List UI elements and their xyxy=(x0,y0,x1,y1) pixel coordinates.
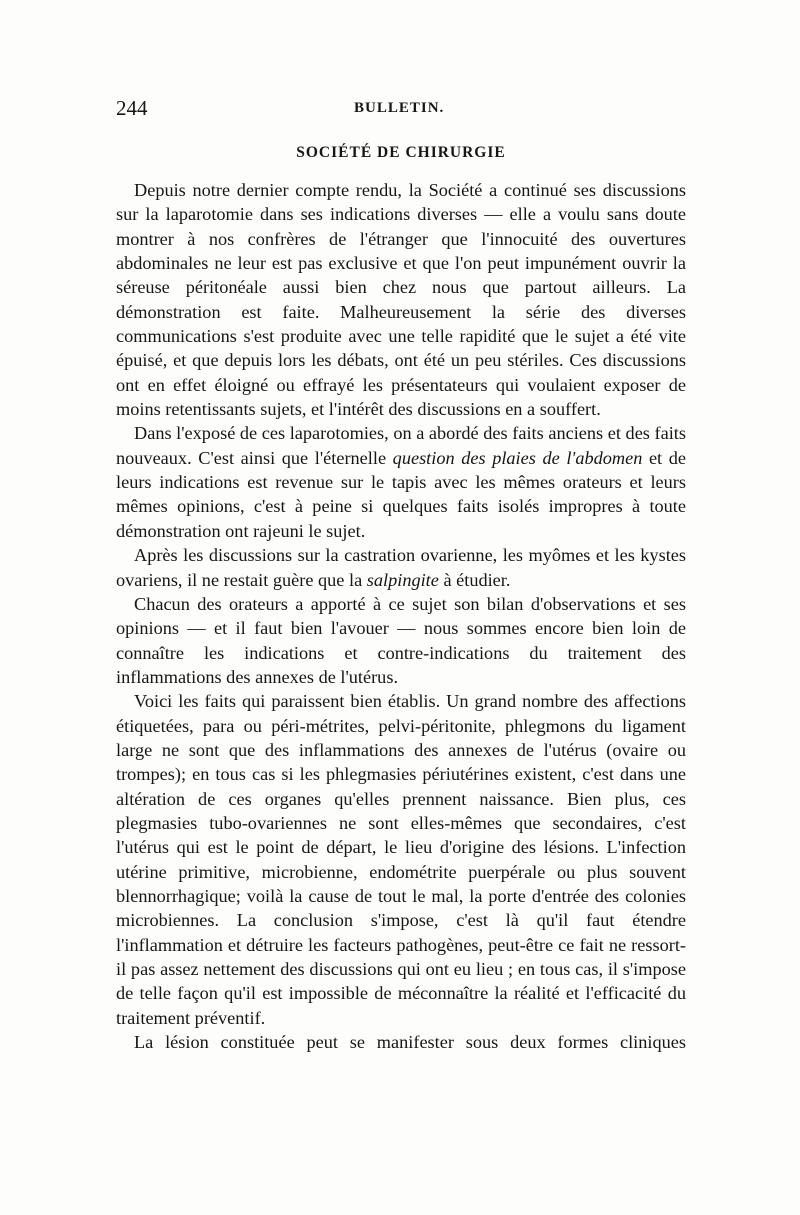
paragraph-5: Voici les faits qui paraissent bien établis. Un grand nombre des affections étiquetées, para ou péri-métrites, pelvi-péritonite, phlegmons du ligament large ne sont que des inflammations des annexes de l'utérus (ovaire ou trompes); en tous cas si les phlegmasies périutérines existent, c'est dans une altération de ces organes qu'elles prennent naissance. Bien plus, ces plegmasies tubo-ovariennes ne sont elles-mêmes que secondaires, c'est l'utérus qui est le point de départ, le lieu d'origine des lésions. L'infection utérine primitive, microbienne, endométrite puerpérale ou plus souvent blennorrhagique; voilà la cause de tout le mal, la porte d'entrée des colonies microbiennes. La conclusion s'impose, c'est là qu'il faut étendre l'inflammation et détruire les facteurs pathogènes, peut-être ce fait ne ressort-il pas assez nettement des discussions qui ont eu lieu ; en tous cas, il s'impose de telle façon qu'il est impossible de méconnaître la réalité et l'efficacité du traitement préventif. xyxy=(116,691,686,1028)
journal-title: BULLETIN. xyxy=(354,100,445,116)
section-title: SOCIÉTÉ DE CHIRURGIE xyxy=(296,144,506,161)
paragraph-2-italic-phrase: question des plaies de l'abdomen xyxy=(392,447,643,468)
running-head xyxy=(116,96,686,124)
body-text xyxy=(116,178,686,1054)
paragraph-6: La lésion constituée peut se manifester sous deux formes cliniques xyxy=(134,1032,686,1053)
paragraph-3-text-start: Après les discussions sur la castration ovarienne, les myômes et les kystes ovariens, il ne restait guère que la xyxy=(116,545,686,590)
page-number: 244 xyxy=(116,96,148,120)
paragraph-2-text-end: et de leurs indications est revenue sur le tapis avec les mêmes orateurs et leurs mêmes opinions, c'est à peine si quelques faits isolés impropres à toute démonstration ont rajeuni le sujet. xyxy=(116,447,686,541)
paragraph-3 xyxy=(116,543,686,592)
paragraph-3-italic-word: salpingite xyxy=(366,569,439,590)
paragraph-2-text-start: Dans l'exposé de ces laparotomies, on a abordé des faits anciens et des faits nouveaux. C'est ainsi que l'éternelle xyxy=(116,423,686,468)
paragraph-4: Chacun des orateurs a apporté à ce sujet son bilan d'observations et ses opinions — et il faut bien l'avouer — nous sommes encore bien loin de connaître les indications et contre-indications du traitement des inflammations des annexes de l'utérus. xyxy=(116,593,686,687)
paragraph-1: Depuis notre dernier compte rendu, la Société a continué ses discussions sur la laparotomie dans ses indications diverses — elle a voulu sans doute montrer à nos confrères de l'étranger que l'innocuité des ouvertures abdominales ne leur est pas exclusive et que l'on peut impunément ouvrir la séreuse péritonéale aussi bien chez nous que partout ailleurs. La démonstration est faite. Malheureusement la série des diverses communications s'est produite avec une telle rapidité que le sujet a été vite épuisé, et que depuis lors les débats, ont été un peu stériles. Ces discussions ont en effet éloigné ou effrayé les présentateurs qui voulaient exposer de moins retentissants sujets, et l'intérêt des discussions en a souffert. xyxy=(116,180,686,420)
paragraph-2 xyxy=(116,421,686,543)
paragraph-3-text-end: à étudier. xyxy=(438,569,511,590)
